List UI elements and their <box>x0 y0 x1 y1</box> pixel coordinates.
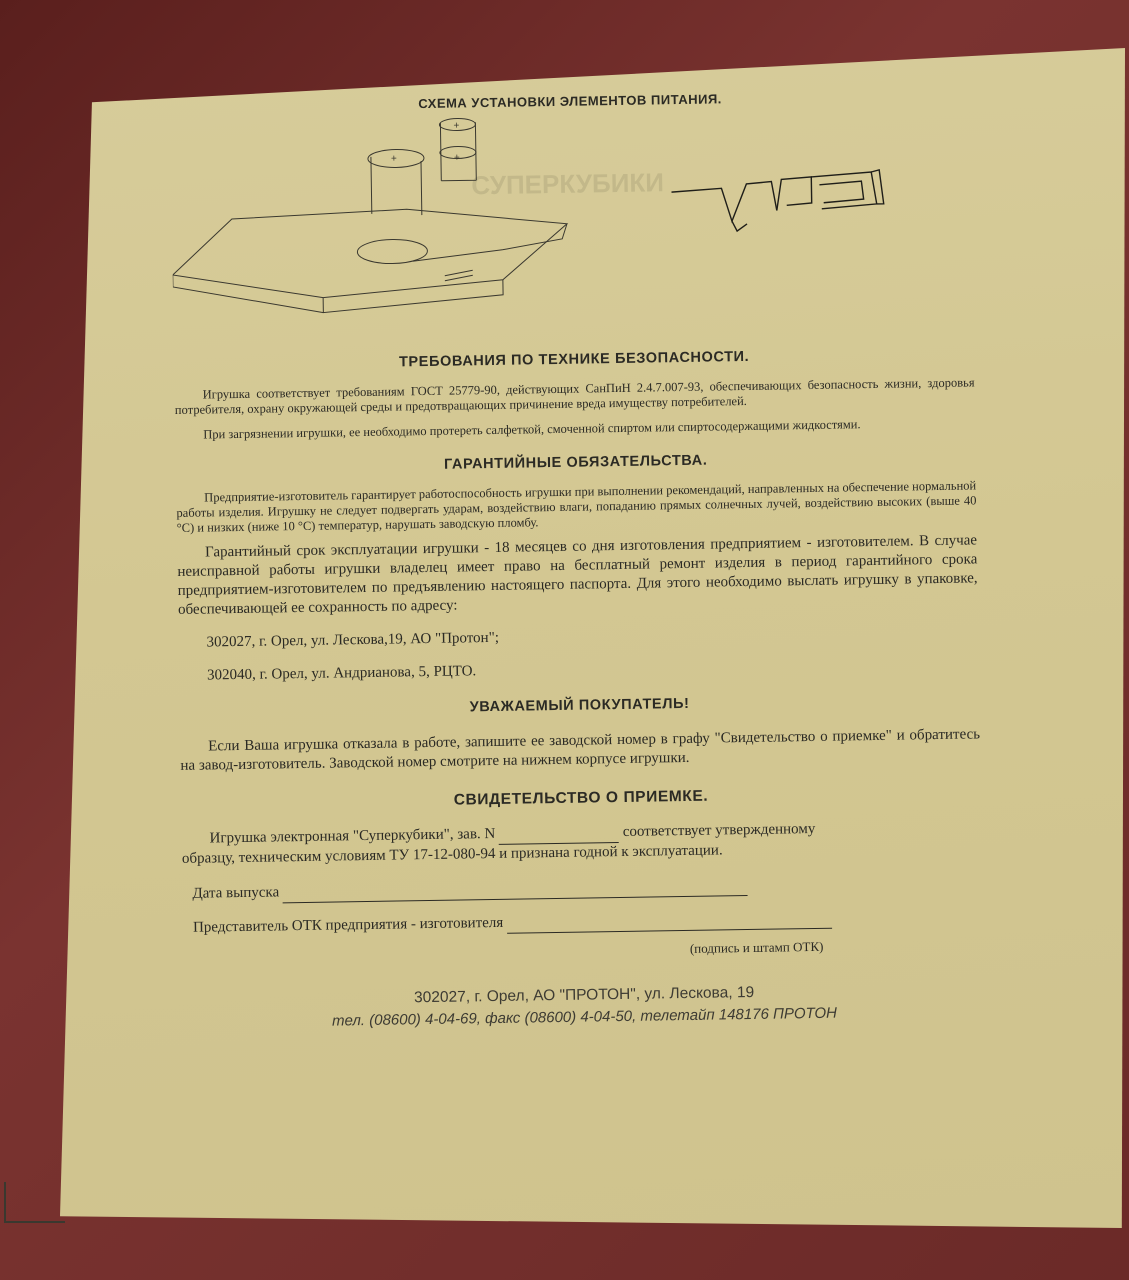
svg-text:+: + <box>390 153 397 165</box>
otk-row <box>183 906 983 939</box>
customer-paragraph: Если Ваша игрушка отказала в работе, запишите ее заводской номер в графу "Свидетельство о приемке" и обратитесь на завод-изготовитель. Заводской номер смотрите на нижнем корпусе игрушки. <box>180 726 981 774</box>
release-date-field[interactable] <box>283 876 748 903</box>
warranty-title: ГАРАНТИЙНЫЕ ОБЯЗАТЕЛЬСТВА. <box>443 452 708 473</box>
safety-paragraph-2: При загрязнении игрушки, ее необходимо протереть салфеткой, смоченной спиртом или спиртосодержащими жидкостями. <box>203 417 861 442</box>
certificate-line-1-text: Игрушка электронная "Суперкубики", зав. N <box>209 825 496 847</box>
bleed-through-text: СУПЕРКУБИКИ <box>471 167 665 201</box>
certificate-line-1-end: соответствует утвержденному <box>622 820 816 840</box>
battery-diagram <box>170 102 973 320</box>
battery-scheme-title: СХЕМА УСТАНОВКИ ЭЛЕМЕНТОВ ПИТАНИЯ. <box>418 91 722 112</box>
release-date-row <box>182 872 982 905</box>
certificate-title: СВИДЕТЕЛЬСТВО О ПРИЕМКЕ. <box>453 787 709 809</box>
footer-contacts: тел. (08600) 4-04-69, факс (08600) 4-04-50, телетайп 148176 ПРОТОН <box>331 1004 838 1030</box>
document-content <box>170 87 985 1031</box>
safety-paragraph-1: Игрушка соответствует требованиям ГОСТ 25779-90, действующих СанПиН 2.4.7.007-93, обеспечивающих безопасность жизни, здоровья потребителя, охрану окружающей среды и предотвращающих причинение вреда имуществу потребителей. <box>174 375 975 417</box>
safety-title: ТРЕБОВАНИЯ ПО ТЕХНИКЕ БЕЗОПАСНОСТИ. <box>398 348 750 371</box>
warranty-paragraph-1: Предприятие-изготовитель гарантирует работоспособность игрушки при выполнении рекомендаций, направленных на обеспечение нормальной работы изделия. Игрушку не следует подвергать ударам, воздействию влаги, попаданию прямых солнечных лучей, воздействию высоких (выше 40 °С) и низких (ниже 10 °С) температур, нарушать заводскую пломбу. <box>176 478 977 535</box>
svg-text:+: + <box>453 120 460 132</box>
otk-signature-field[interactable] <box>507 909 832 934</box>
footer-address: 302027, г. Орел, АО "ПРОТОН", ул. Лескова, 19 <box>413 983 755 1007</box>
release-date-label: Дата выпуска <box>192 884 280 902</box>
customer-title: УВАЖАЕМЫЙ ПОКУПАТЕЛЬ! <box>469 695 690 716</box>
certificate-line-2: образцу, техническим условиям ТУ 17-12-080-94 и признана годной к эксплуатации. <box>181 842 723 867</box>
bottom-corner-mark <box>0 1180 70 1225</box>
battery-installation-drawing <box>170 102 973 320</box>
warranty-address-1: 302027, г. Орел, ул. Лескова,19, АО "Протон"; <box>206 629 500 651</box>
warranty-address-2: 302040, г. Орел, ул. Андрианова, 5, РЦТО. <box>206 663 477 684</box>
signature-hint: (подпись и штамп ОТК) <box>689 938 824 956</box>
otk-label: Представитель ОТК предприятия - изготовителя <box>192 914 504 936</box>
svg-text:+: + <box>453 152 460 164</box>
serial-number-field[interactable] <box>499 823 619 845</box>
warranty-paragraph-2: Гарантийный срок эксплуатации игрушки - 18 месяцев со дня изготовления предприятием - изготовителем. В случае неисправной работы игрушки владелец имеет право на бесплатный ремонт изделия в период гарантийного срока предприятием-изготовителем по предъявлению настоящего паспорта. Для этого необходимо выслать игрушку в упаковке, обеспечивающей ее сохранность по адресу: <box>177 532 978 618</box>
